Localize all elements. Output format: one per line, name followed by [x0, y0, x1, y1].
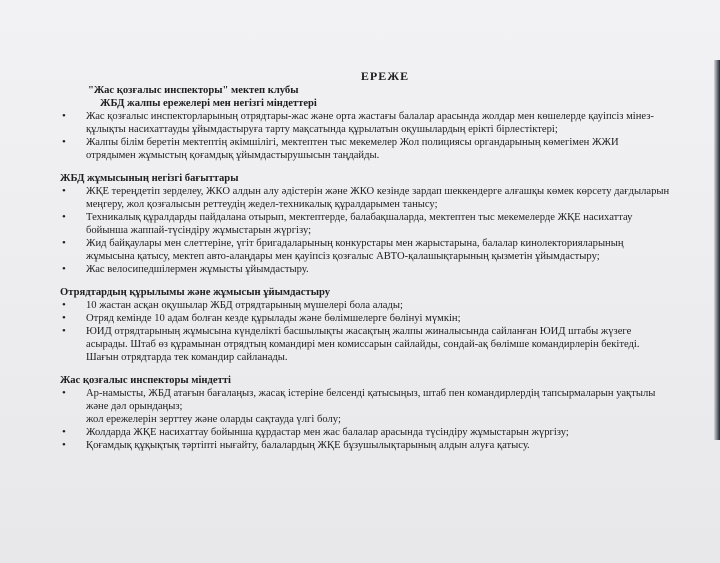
section-heading: ЖБД жұмысының негізгі бағыттары: [60, 173, 239, 184]
list-item: [60, 426, 670, 439]
list-item-text: ЮИД отрядтарының жұмысына күнделікті басшылықты жасақтың жалпы жиналысында сайланған ЮИД штабы жүзеге асырады. Штаб өз құрамынан отрядтың командирі мен комиссарын сайлайды, сондай-ақ бөлімше командирлерін бекітеді. Шағын отрядтарда тек командир сайланады.: [86, 326, 640, 363]
section-duties: [60, 374, 670, 452]
list-item: [60, 110, 670, 136]
section-heading: Жас қозғалыс инспекторы міндетті: [60, 375, 231, 386]
bullet-icon: •: [62, 185, 66, 197]
bullet-icon: •: [62, 312, 66, 324]
list-item: [60, 211, 670, 237]
list-item: [60, 325, 670, 364]
bullet-icon: •: [62, 439, 66, 451]
bullet-icon: •: [62, 263, 66, 275]
section-general: [60, 97, 670, 162]
list-item-text: Отряд кемінде 10 адам болған кезде құрылады және бөлімшелерге бөлінуі мүмкін;: [86, 313, 461, 324]
list-item-text: Жас велосипедшілермен жұмысты ұйымдастыру.: [86, 264, 309, 275]
bullet-icon: •: [62, 299, 66, 311]
list-item: [60, 299, 670, 312]
list-item: [60, 387, 670, 413]
list-item: [60, 136, 670, 162]
bullet-icon: •: [62, 110, 66, 122]
list-item-continuation: жол ережелерін зерттеу және оларды сақтауда үлгі болу;: [86, 414, 341, 425]
list-item: [60, 263, 670, 276]
list-item-text: Жас қозғалыс инспекторларының отрядтары-жас және орта жастағы балалар арасында жолдар мен көшелерде қауіпсіз мінез-құлықты насихаттауды ұйымдастыруға тарту мақсатында құрылатын оқушылардың ерікті бірлестіктері;: [86, 111, 654, 135]
bullet-list: [60, 299, 670, 364]
bullet-icon: •: [62, 237, 66, 249]
section-directions: [60, 172, 670, 276]
list-item-text: Жид байқаулары мен слеттеріне, үгіт бригадаларының конкурстары мен жарыстарына, балалар кинолекторияларының жұмысына қатысу, мектеп авто-алаңдары мен қауіпсіз қозғалыс АВТО-қалашықтарының қызметін ұйымдастыру;: [86, 238, 624, 262]
section-heading: ЖБД жалпы ережелері мен негізгі міндеттері: [100, 98, 317, 109]
bullet-icon: •: [62, 136, 66, 148]
bullet-icon: •: [62, 325, 66, 337]
section-structure: [60, 286, 670, 364]
bullet-list: [60, 185, 670, 276]
list-item: [60, 312, 670, 325]
document-body: [60, 70, 670, 452]
bullet-list: [60, 110, 670, 162]
list-item: [60, 237, 670, 263]
list-item-text: Жалпы білім беретін мектептің әкімшілігі, мектептен тыс мекемелер Жол полициясы органдарының көмегімен ЖЖИ отрядымен жұмыстың қоғамдық ұйымдастырушысын таңдайды.: [86, 137, 619, 161]
bullet-list: [60, 387, 670, 413]
list-item-text: Жолдарда ЖҚЕ насихаттау бойынша құрдастар мен жас балалар арасында түсіндіру жұмыстарын жүргізу;: [86, 427, 569, 438]
list-item-text: Қоғамдық құқықтық тәртіпті нығайту, балалардың ЖҚЕ бұзушылықтарының алдын алуға қатысу.: [86, 440, 530, 451]
section-heading: Отрядтардың құрылымы және жұмысын ұйымдастыру: [60, 287, 331, 298]
list-item-text: ЖҚЕ тереңдетіп зерделеу, ЖКО алдын алу әдістерін және ЖКО кезінде зардап шеккендерге алғашқы көмек көрсету дағдыларын меңгеру, жол қозғалысын реттеудің жедел-техникалық құралдарымен танысу;: [86, 186, 670, 210]
document-title: ЕРЕЖЕ: [360, 69, 410, 83]
bullet-icon: •: [62, 426, 66, 438]
list-item: [60, 439, 670, 452]
bullet-icon: •: [62, 387, 66, 399]
club-name: "Жас қозғалыс инспекторы" мектеп клубы: [88, 85, 299, 96]
bullet-list: [60, 426, 670, 452]
list-item-text: Ар-намысты, ЖБД атағын бағалаңыз, жасақ істеріне белсенді қатысыңыз, штаб пен командирлердің тапсырмаларын уақтылы және дәл орындаңыз;: [86, 388, 656, 412]
list-item-text: 10 жастан асқан оқушылар ЖБД отрядтарының мүшелері бола алады;: [86, 300, 403, 311]
list-item: [60, 185, 670, 211]
scan-edge: [714, 60, 720, 440]
list-item-text: Техникалық құралдарды пайдалана отырып, мектептерде, балабақшаларда, мектептен тыс мекемелерде ЖҚЕ насихаттау бойынша жаппай-түсіндіру жұмыстарын жүргізу;: [86, 212, 633, 236]
bullet-icon: •: [62, 211, 66, 223]
